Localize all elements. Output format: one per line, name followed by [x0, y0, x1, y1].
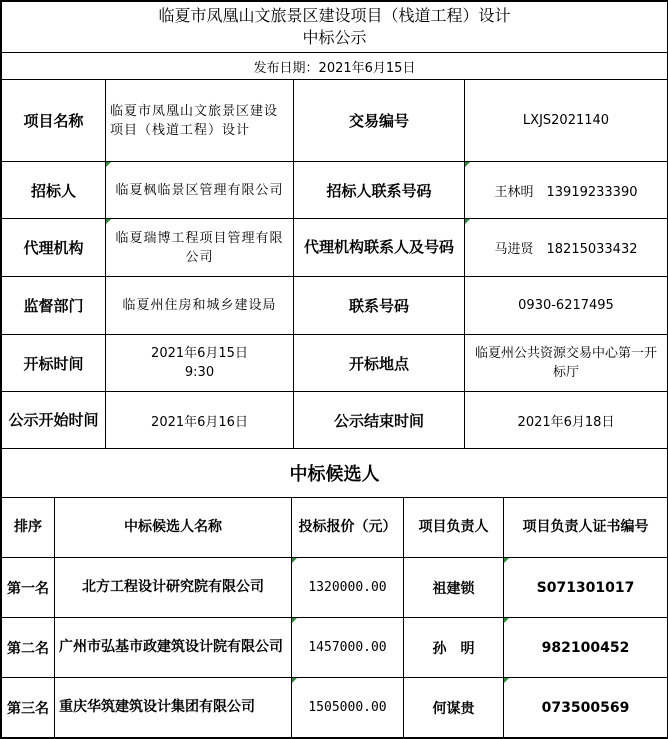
open-time-clock: 9:30: [184, 365, 215, 380]
rank-cell: 第三名: [2, 678, 55, 738]
title-line-1: 临夏市凤凰山文旅景区建设项目（栈道工程）设计: [158, 6, 511, 25]
col-lead-header: 项目负责人: [404, 498, 504, 558]
supervisor-value: 临夏州住房和城乡建设局: [106, 277, 294, 335]
pub-start-label: 公示开始时间: [2, 392, 106, 449]
tenderer-value: 临夏枫临景区管理有限公司: [106, 162, 294, 219]
open-place-value: 临夏州公共资源交易中心第一开标厅: [465, 335, 668, 392]
cert-number-cell: 073500569: [504, 678, 668, 738]
tenderer-contact-label: 招标人联系号码: [294, 162, 465, 219]
candidate-name-cell: 重庆华筑建筑设计集团有限公司: [55, 678, 292, 738]
tenderer-contact-value: 王林明 13919233390: [465, 162, 668, 219]
candidate-name-cell: 广州市弘基市政建筑设计院有限公司: [55, 618, 292, 678]
candidates-table: [1, 448, 668, 738]
col-cert-header: 项目负责人证书编号: [504, 498, 668, 558]
pub-start-value: 2021年6月16日: [106, 392, 294, 449]
open-place-label: 开标地点: [294, 335, 465, 392]
project-name-label: 项目名称: [2, 80, 106, 162]
tenderer-label: 招标人: [2, 162, 106, 219]
bid-price-cell: 1320000.00: [292, 558, 404, 618]
trade-no-label: 交易编号: [294, 80, 465, 162]
project-lead-cell: 何谋贵: [404, 678, 504, 738]
title-line-2: 中标公示: [302, 28, 367, 47]
project-lead-cell: 孙 明: [404, 618, 504, 678]
table-row: [2, 618, 668, 678]
candidates-section-title: 中标候选人: [2, 449, 668, 498]
cert-number-cell: S071301017: [504, 558, 668, 618]
phone-value: 0930-6217495: [465, 277, 668, 335]
table-row: [2, 558, 668, 618]
project-info-table: [1, 79, 668, 449]
supervisor-label: 监督部门: [2, 277, 106, 335]
col-name-header: 中标候选人名称: [55, 498, 292, 558]
rank-cell: 第一名: [2, 558, 55, 618]
bid-price-cell: 1457000.00: [292, 618, 404, 678]
project-name-value: 临夏市凤凰山文旅景区建设项目（栈道工程）设计: [106, 80, 294, 162]
pub-end-label: 公示结束时间: [294, 392, 465, 449]
announcement-title: [2, 2, 668, 53]
open-time-label: 开标时间: [2, 335, 106, 392]
rank-cell: 第二名: [2, 618, 55, 678]
col-rank-header: 排序: [2, 498, 55, 558]
agency-label: 代理机构: [2, 219, 106, 277]
project-lead-cell: 祖建锁: [404, 558, 504, 618]
pub-end-value: 2021年6月18日: [465, 392, 668, 449]
cert-number-cell: 982100452: [504, 618, 668, 678]
bid-price-cell: 1505000.00: [292, 678, 404, 738]
phone-label: 联系号码: [294, 277, 465, 335]
open-time-value: [106, 335, 294, 392]
table-row: [2, 678, 668, 738]
agency-contact-value: 马进贤 18215033432: [465, 219, 668, 277]
trade-no-value: LXJS2021140: [465, 80, 668, 162]
open-time-date: 2021年6月15日: [151, 346, 248, 361]
candidate-name-cell: 北方工程设计研究院有限公司: [55, 558, 292, 618]
agency-value: 临夏瑞博工程项目管理有限公司: [106, 219, 294, 277]
agency-contact-label: 代理机构联系人及号码: [294, 219, 465, 277]
col-bid-header: 投标报价（元）: [292, 498, 404, 558]
publish-date: 发布日期：2021年6月15日: [2, 53, 668, 80]
announcement-header-table: [1, 1, 668, 80]
